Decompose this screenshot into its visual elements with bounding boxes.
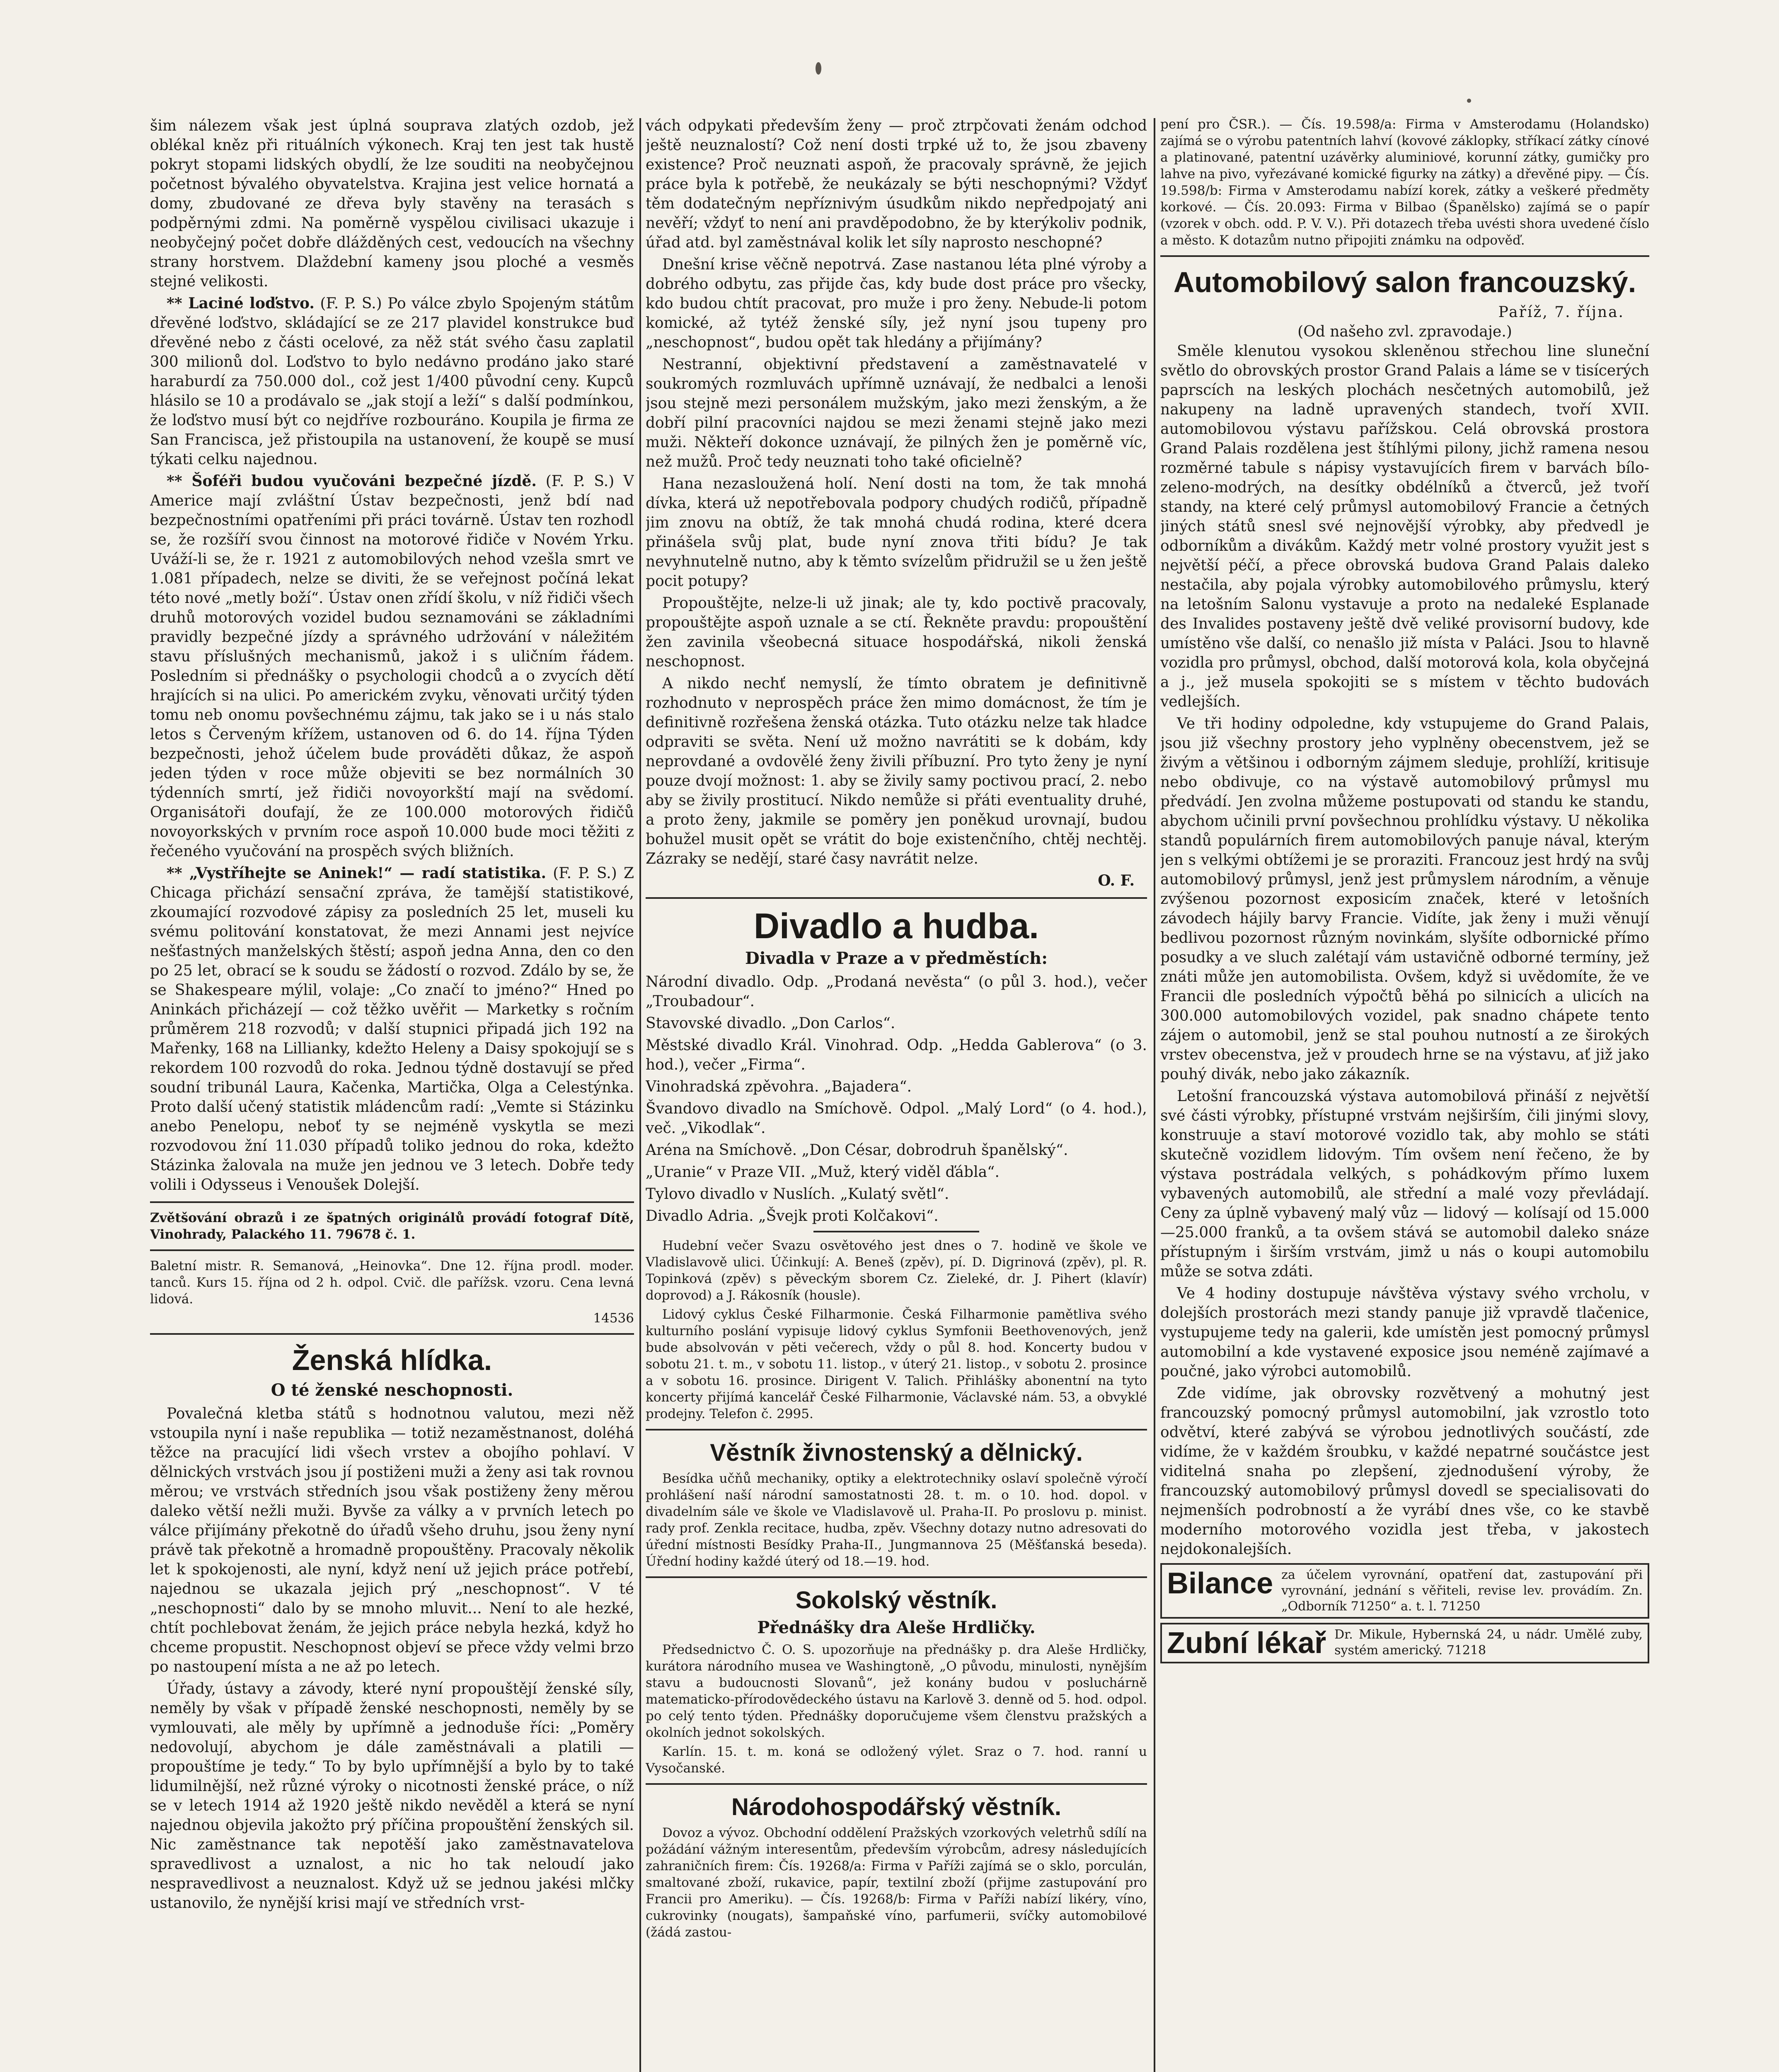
news-item-body: (F. P. S.) V Americe mají zvláštní Ústav bezpečnosti, jenž bdí nad bezpečnostními opatřeními při práci továrně. Ústav ten rozhodl se, že rozšíří svou činnost na motorové řidiče v Novém Yrku. Uváží-li se, že r. 1921 z automobilových nehod vzešla smrt ve 1.081 případech, nelze se diviti, že se veřejnost počíná lekat této nové „metly boží“. Ústav onen zřídí školu, v níž řidiči všech druhů motorových vozidel budou seznamováni se základními pravidly bezpečné jízdy a správného udržování v náležitém stavu příslušných mechanismů, jakož i s uličním řádem. Posledním si přednášky o psychologii chodců a o zvycích dětí hrajících si na ulici. Po americkém zvyku, věnovati určitý týden tomu neb onomu povšechnému zájmu, tak jako se i u nás stalo letos s Červeným křížem, ustanoven od 6. do 14. října Týden bezpečnosti, jehož účelem bude prováděti důkaz, že aspoň jeden týden v roce může objeviti se bez normálních 30 týdenních smrtí, jež řidiči novoyorkští mají na svědomí. Organisátoři doufají, že ze 100.000 motorových řidičů novoyorkských v prvním roce aspoň 10.000 bude moci těžiti z řečeného vyučování na prospěch svých bližních. xyxy=(150,473,634,860)
article-text: Hana nezasloužená holí. Není dosti na tom, že tak mnohá dívka, která už nepotřebovala podpory chudých rodičů, případně jim znovu na obtíž, že tak mnohá chudá rodina, které dcera přinášela svůj plat, bude nyní znova třiti bídu? Je tak nevyhnutelně nutno, aby k těmto svízelům přidružil se u žen ještě pocit potupy? xyxy=(646,475,1147,590)
divider xyxy=(646,1783,1147,1785)
article-signature: O. F. xyxy=(1098,872,1135,889)
article-text: A nikdo nechť nemyslí, že tímto obratem je definitivně rozhodnuto v neprospěch práce žen mimo domácnost, že tím je definitivně rozřešena ženská otázka. Tuto otázku nelze tak hladce odpraviti se světa. Není už možno navrátiti se k dobám, kdy neprovdané a ovdovělé ženy živili příbuzní. Pro tyto ženy je nyní pouze dvojí možnost: 1. aby se živily samy poctivou prací, 2. nebo aby se živily prostitucí. Nikdo nemůže si přáti eventuality druhé, a proto ženy, jakmile se poměry jen poněkud urovnají, budou bohužel musit opět se vrátit do boje existenčního, chtěj nechtěj. Zázraky se nedějí, staré časy navrátit nelze. xyxy=(646,675,1147,867)
news-item: Hudební večer Svazu osvětového jest dnes o 7. hodině ve škole ve Vladislavově ulici. Účinkují: A. Beneš (zpěv), pí. D. Digrinová (zpěv), pl. R. Topinková (zpěv) s pěveckým sborem Cz. Zieleké, dr. J. Pihert (klavír) doprovod) a J. Rákosník (housle). xyxy=(646,1238,1147,1303)
program-item: Tylovo divadlo v Nuslích. „Kulatý světl“. xyxy=(646,1186,949,1203)
divider xyxy=(813,1231,979,1232)
news-item xyxy=(150,472,634,861)
divider xyxy=(646,1429,1147,1431)
program-item: Aréna na Smíchově. „Don César, dobrodruh španělský“. xyxy=(646,1142,1068,1159)
section-title: Automobilový salon francouzský. xyxy=(1173,266,1636,298)
column-2 xyxy=(646,116,1147,2072)
divider xyxy=(646,1576,1147,1578)
column-3 xyxy=(1160,116,1649,2072)
dentist-ad xyxy=(1160,1623,1649,1663)
section-title: Sokolský věstník. xyxy=(795,1587,997,1614)
news-item-body: (F. P. S.) Po válce zbylo Spojeným státům dřevěné loďstvo, skládající se ze 217 plavidel konstrukce buď dřevěné nebo z části ocelové, za něž stát svého času zaplatil 300 milionů dol. Loďstvo to bylo nedávno prodáno jako staré haraburdí za 750.000 dol., což jest 1/400 původní ceny. Kupců hlásilo se 10 a prodávalo se „jak stojí a leží“ s další podmínkou, že loďstvo musí být co nejdříve rozbouráno. Koupila je firma ze San Francisca, jež přistoupila na ustanovení, že koupě se musí týkati celku najednou. xyxy=(150,295,634,468)
divider xyxy=(150,1333,634,1335)
article-text: Letošní francouzská výstava automobilová přináší z největší své části výrobky, přístupné vrstvám nejširším, čili jinými slovy, konstruuje a staví motorové vozidlo tak, aby mohlo se státi skutečně vozidlem lidovým. Tím ovšem není řečeno, že by výstava postrádala velkých, s pohádkovým přímo luxem vybavených automobilů, ale střední a malé vozy převládají. Ceny za úplně vybavený malý vůz — lidový — kolísají od 15.000—25.000 franků, a ta ovšem stává se automobil daleko snáze přístupným i širším vrstvám, jimž u nás o koupi automobilu může se sotva zdáti. xyxy=(1160,1088,1649,1280)
ad-title: Bilance xyxy=(1167,1567,1273,1600)
ad-title: Zubní lékař xyxy=(1167,1627,1326,1660)
classified-ad: Baletní mistr. R. Semanová, „Heinovka“. Dne 12. října prodl. moder. tanců. Kurs 15. října od 2 h. odpol. Cvič. dle pařížsk. vzoru. Cena levná lidová. xyxy=(150,1259,634,1307)
news-item-heading: ** „Vystříhejte se Aninek!“ — radí statistika. xyxy=(167,864,546,882)
article-text: vách odpykati především ženy — proč ztrpčovati ženám odchod ještě neuznalostí? Což není dosti trpké už to, že jsou zbaveny existence? Proč neuznati aspoň, že pracovaly správně, že jejich práce byla k potřebě, že neukázaly se býti neschopnými? Vždyť těm dodatečným nepříznivým úsudkům nikdo nepředpojatý ani nevěří; vždyť to není ani pravděpodobno, že by kterýkoliv podnik, úřad atd. byl zaměstnával kolik let síly naprosto neschopné? xyxy=(646,117,1147,251)
program-item: „Uranie“ v Praze VII. „Muž, který viděl ďábla“. xyxy=(646,1164,1000,1181)
article-text: Zde vidíme, jak obrovsky rozvětvený a mohutný jest francouzský pomocný průmysl automobilní, jak vzrostlo toto odvětví, které zabývá se výrobou jednotlivých součástí, zde vidíme, že v každém šroubku, v každé nepatrné součástce jest viditelná snaha po zlepšení, zjednodušení výroby, že francouzský automobilový průmysl dovedl se specialisovati do nejmenších podrobností a že vyrábí dnes vše, co ke stavbě moderního motorového vozidla jest třeba, v jakostech nejdokonalejších. xyxy=(1160,1385,1649,1558)
column-rule-left xyxy=(639,118,641,2072)
article-text: Ve 4 hodiny dostupuje návštěva výstavy svého vrcholu, v dolejších prostorách mezi standy panuje již vpravdě tlačenice, vystupujeme tedy na galerii, kde umístěn jest pomocný průmysl automobilní a kde vystavené exposice jsou neméně zajímavé a poučné, jako výrobci automobilů. xyxy=(1160,1285,1649,1380)
column-1 xyxy=(150,116,634,2072)
classified-ad: Zvětšování obrazů i ze špatných originálů provádí fotograf Dítě, Vinohrady, Palackého 11. 79678 č. 1. xyxy=(150,1210,634,1242)
bilance-ad xyxy=(1160,1563,1649,1619)
scan-speck xyxy=(1467,99,1471,103)
section-subtitle: O té ženské neschopnosti. xyxy=(271,1380,513,1400)
article-text: šim nálezem však jest úplná souprava zlatých ozdob, jež oblékal kněz při rituálních výkonech. Kraj ten jest tak hustě pokryt stopami lidských obydlí, že lze souditi na neobyčejnou početnost bývalého obyvatelstva. Krajina jest velice hornatá a domy, zbudované ze dřeva byly stavěny na terasách s podpěrnými zdmi. Na poměrně vyspělou civilisaci ukazuje i neobyčejný počet dobře dlážděných cest, vedoucích na všechny strany horstvem. Dlaždební kameny jsou ploché a vesměs stejné velikosti. xyxy=(150,117,634,290)
ad-body: za účelem vyrovnání, opatření dat, zastupování při vyrovnání, jednání s věřiteli, revise lev. provádím. Zn. „Odborník 71250“ a. t. l. 71250 xyxy=(1281,1568,1643,1614)
divider xyxy=(150,1249,634,1251)
article-text: Nestranní, objektivní představení a zaměstnavatelé v soukromých rozmluvách upřímně uznávají, že nedbalci a lenoši jsou stejně mezi personálem mužským, jako mezi ženským, a že dobří pilní pracovníci najdou se mezi ženami stejně jako mezi muži. Někteří dokonce uznávají, že pilných žen je poměrně víc, než mužů. Proč tedy neuznati toho také oficielně? xyxy=(646,356,1147,470)
news-item-body: (F. P. S.) Z Chicaga přichází sensační zpráva, že tamější statistikové, zkoumající rozvodové zápisy za posledních 25 let, museli ku svému politování konstatovat, že mezi Annami jest nejvíce nešťastných manželských štěstí; aspoň jedna Anna, den co den po 25 let, obrací se k soudu se žádostí o rozvod. Zdálo by se, že se Shakespeare mýlil, volaje: „Co značí to jméno?“ Hned po Aninkách přicházejí — což těžko uvěřit — Marketky s ročním průměrem 218 rozvodů; v další stupnici připadá jich 192 na Mařenky, 168 na Lillianky, kdežto Heleny a Daisy spokojují se s rekordem 100 rozvodů do roka. Jednou týdně dostavují se před soudní tribunál Laura, Kačenka, Martička, Olga a Celestýnka. Proto další učený statistik mládencům radí: „Vemte si Stázinku anebo Penelopu, neboť ty se nejméně vyskytla se mezi rozvodovou žní 11.030 případů toliko jednou do roka, kdežto Stázinka žalovala na muže jen jednou ve 3 letech. Dobře tedy volili i Odysseus i Venoušek Dolejší. xyxy=(150,865,634,1193)
program-item: Vinohradská zpěvohra. „Bajadera“. xyxy=(646,1078,912,1095)
news-item: pení pro ČSR.). — Čís. 19.598/a: Firma v Amsterodamu (Holandsko) zajímá se o výrobu patentních lahví (kovové záklopky, stříkací zátky cínové a platinované, patentní uzávěrky aluminiové, korunní zátky, gumičky pro lahve na pivo, vyřezávané komické figurky na zátky) a dřevěné pipy. — Čís. 19.598/b: Firma v Amsterodamu nabízí korek, zátky a veškeré předměty korkové. — Čís. 20.093: Firma v Bilbao (Španělsko) zajímá se o papír (vzorek v obch. odd. P. V. V.). Při dotazech třeba uvésti shora uvedené číslo a město. K dotazům nutno připojiti známku na odpověď. xyxy=(1160,117,1649,248)
article-text: Povalečná kletba států s hodnotnou valutou, mezi něž vstoupila nyní i naše republika — totiž nezaměstnanost, doléhá těžce na pracující lidi všech vrstev a obojího pohlaví. V dělnických vrstvách jsou jí postiženi muži a ženy asi tak rovnou měrou; ve vrstvách středních jsou však postiženy ženy měrou daleko větší nežli muži. Byvše za války a v prvních letech po válce přijímány překotně do úřadů všeho druhu, jsou ženy nyní právě tak překotně a hromadně propouštěny. Pracovaly několik let k spokojenosti, ale nyní, když není už jejich práce potřebí, najednou se ukazala jejich prý „neschopnost“. V té „neschopnosti“ dalo by se mnoho mluvit... Není to ale hezké, chtít pochlebovat ženám, že jejich práce nebyla hezká, když ho chceme propustit. Neschopnost objeví se přece vždy velmi brzo po nastoupení místa a ne až po letech. xyxy=(150,1405,634,1675)
section-title: Divadlo a hudba. xyxy=(753,906,1039,946)
article-text: Dnešní krise věčně nepotrvá. Zase nastanou léta plné výroby a dobrého odbytu, zas přijde čas, kdy bude dost práce pro všecky, kdo budou chtít pracovat, pro muže i pro ženy. Nebude-li potom komické, až tytéž ženské síly, jež nyní jsou tupeny pro „neschopnost“, budou opět tak hledány a přijímány? xyxy=(646,256,1147,351)
divider xyxy=(150,1201,634,1203)
article-text: Propouštějte, nelze-li už jinak; ale ty, kdo poctivě pracovaly, propouštějte aspoň uznale a se ctí. Řekněte pravdu: propouštění žen zavinila všeobecná situace hospodářská, nikoli ženská neschopnost. xyxy=(646,595,1147,670)
dateline: Paříž, 7. října. xyxy=(1498,304,1624,321)
section-title: Národohospodářský věstník. xyxy=(731,1794,1062,1820)
theatre-program xyxy=(646,972,1147,1226)
byline: (Od našeho zvl. zpravodaje.) xyxy=(1297,323,1512,340)
section-subtitle: Divadla v Praze a v předměstích: xyxy=(745,949,1048,968)
news-item-heading: ** Laciné loďstvo. xyxy=(167,295,315,312)
news-item: Besídka učňů mechaniky, optiky a elektrotechniky oslaví společně výročí prohlášení naší národní samostatnosti 28. t. m. o 10. hod. dopol. v divadelním sále ve škole ve Vladislavově ul. Praha-II. Po proslovu p. minist. rady prof. Zenkla recitace, hudba, zpěv. Všechny dotazy nutno adresovati do úřední místnosti Besídky Praha-II., Jungmannova 25 (Měšťanská beseda). Úřední hodiny každé úterý od 18.—19. hod. xyxy=(646,1471,1147,1569)
program-item: Švandovo divadlo na Smíchově. Odpol. „Malý Lord“ (o 4. hod.), več. „Vikodlak“. xyxy=(646,1100,1147,1137)
divider xyxy=(1160,255,1649,257)
program-item: Stavovské divadlo. „Don Carlos“. xyxy=(646,1015,896,1032)
divider xyxy=(646,897,1147,899)
news-item: Karlín. 15. t. m. koná se odložený výlet. Sraz o 7. hod. ranní u Vysočanské. xyxy=(646,1744,1147,1776)
news-item: Lidový cyklus České Filharmonie. Česká Filharmonie pamětliva svého kulturního poslání vypisuje lidový cyklus Symfonii Beethovenových, jenž bude absolvován v pěti večerech, vždy o půl 8. hod. Koncerty budou v sobotu 21. t. m., v sobotu 11. listop., v úterý 21. listop., v sobotu 2. prosince a v sobotu 16. prosince. Dirigent V. Talich. Přihlášky abonentní na tyto koncerty přijímá kancelář České Filharmonie, Václavské nám. 53, a obvyklé prodejny. Telefon č. 2995. xyxy=(646,1307,1147,1421)
program-item: Divadlo Adria. „Švejk proti Kolčakovi“. xyxy=(646,1208,939,1225)
program-item: Městské divadlo Král. Vinohrad. Odp. „Hedda Gablerova“ (o 3. hod.), večer „Firma“. xyxy=(646,1037,1147,1073)
ad-body: Dr. Mikule, Hybernská 24, u nádr. Umělé zuby, systém americký. 71218 xyxy=(1334,1627,1643,1658)
article-text: Směle klenutou vysokou skleněnou střechou line sluneční světlo do obrovských prostor Grand Palais a láme se v tisícerých paprscích na leských plochách nesčetných automobilů, jež nakupeny na ladně upravených standech, tvoří XVII. automobilovou výstavu pařížskou. Celá obrovská prostora Grand Palais rozdělena jest štíhlými pilony, jichž ramena nesou rozměrné tabule s nápisy vystavujících firem v barvách bílo-zeleno-modrých, na desítky obdélníků a čtverců, jež tvoří standy, na které celý průmysl automobilový Francie a četných jiných států snesl své nejnovější výrobky, aby předvedl je odborníkům a divákům. Každý metr volné prostory využit jest s největší péčí, a přece obrovská budova Grand Palais daleko nestačila, aby pojala výrobky automobilového průmyslu, který na letošním Salonu vystavuje a proto na nedaleké Esplanade des Invalides postaveny ještě dvě veliké provisorní budovy, kde umístěno vše další, co nenašlo již místa v Paláci. Jsou to hlavně vozidla pro průmysl, obchod, další motorová kola, kola obyčejná a j., jež musela spokojiti se s místem v těchto budovách vedlejších. xyxy=(1160,343,1649,710)
section-title: Ženská hlídka. xyxy=(292,1344,492,1376)
section-title: Věstník živnostenský a dělnický. xyxy=(710,1439,1083,1466)
news-item-heading: ** Šoféři budou vyučováni bezpečné jízdě. xyxy=(167,472,537,490)
news-item: Předsednictvo Č. O. S. upozorňuje na přednášky p. dra Aleše Hrdličky, kurátora národního musea ve Washingtoně, „O původu, minulosti, nynějším stavu a budoucnosti Slovanů“, jež konány budou v posluchárně matematicko-přírodovědeckého ústavu na Karlově 3. denně od 5. hod. odpol. po celý tento týden. Přednášky doporučujeme všem členstvu pražských a okolních jednot sokolských. xyxy=(646,1642,1147,1740)
scan-speck xyxy=(816,62,821,75)
news-item: Dovoz a vývoz. Obchodní oddělení Pražských vzorkových veletrhů sdílí na požádání vážným interesentům, především výrobcům, adresy následujících zahraničních firem: Čís. 19268/a: Firma v Paříži zajímá se o sklo, porculán, smaltované zboží, rukavice, papír, textilní zboží (přijme zastupování pro Francii pro Ameriku). — Čís. 19268/b: Firma v Paříži nabízí likéry, víno, cukrovinky (nougats), šampaňské víno, parfumerii, svíčky automobilové (žádá zastou- xyxy=(646,1825,1147,1940)
article-text: Ve tři hodiny odpoledne, kdy vstupujeme do Grand Palais, jsou již všechny prostory jeho vyplněny obecenstvem, jež se živým a většinou i odborným zájmem sleduje, prohlíží, kritisuje nebo obdivuje, co na výstavě automobilový průmysl mu předvádí. Jen zvolna můžeme postupovati od standu ke standu, abychom učinili první povšechnou prohlídku výstavy. U několika standů populárních firem automobilových panuje nával, kterým jen s velkými obtížemi je se proraziti. Francouz jest hrdý na svůj automobilový průmysl, jenž jest průmyslem národním, a věnuje zvýšenou pozornost exposicím značek, které v letošních závodech hájily barvy Francie. Vidíte, jak ženy i muži věnují bedlivou pozornost různým novinkám, slyšíte odbornické přímo posudky a ve sluch zalétají vám ustavičně odborné termíny, jež znáti může jen automobilista. Ovšem, když si uvědomíte, že ve Francii dle posledních výpočtů běhá po silnicích a ulicích na 300.000 automobilových vozidel, pak snadno chápete tento zájem o automobil, jenž se stal pouhou nutností a ze širokých vrstev obecenstva, jež v proudech hrne se na výstavu, ať již jako pouhý divák, nebo jako zákazník. xyxy=(1160,715,1649,1083)
news-item xyxy=(150,864,634,1195)
program-item: Národní divadlo. Odp. „Prodaná nevěsta“ (o půl 3. hod.), večer „Troubadour“. xyxy=(646,973,1147,1010)
section-subtitle: Přednášky dra Aleše Hrdličky. xyxy=(757,1618,1036,1637)
news-item xyxy=(150,294,634,469)
column-rule-right xyxy=(1154,118,1155,2072)
ad-number: 14536 xyxy=(593,1311,634,1326)
article-text: Úřady, ústavy a závody, které nyní propouštějí ženské síly, neměly by však v případě ženské neschopnosti, neměly by se vymlouvati, ale měly by upřímně a jednoduše říci: „Poměry nedovolují, abychom je dále zaměstnávali a platili — propouštíme je tedy.“ To by bylo upřímnější a bylo by to také lidumilnější, než různé výroky o nicotnosti ženské práce, o níž se v letech 1914 až 1920 ještě nikdo nevěděl a která se nyní najednou objevila jakožto prý příčina propouštění ženských sil. Nic zaměstnance tak nepotěší jako zaměstnavatelova spravedlivost a uznalost, a nic ho tak neloudí jako nespravedlivost a neuznalost. Když už se jednou jakési mlčky ustanovilo, že nynější krisi mají ve středních vrst- xyxy=(150,1680,634,1912)
